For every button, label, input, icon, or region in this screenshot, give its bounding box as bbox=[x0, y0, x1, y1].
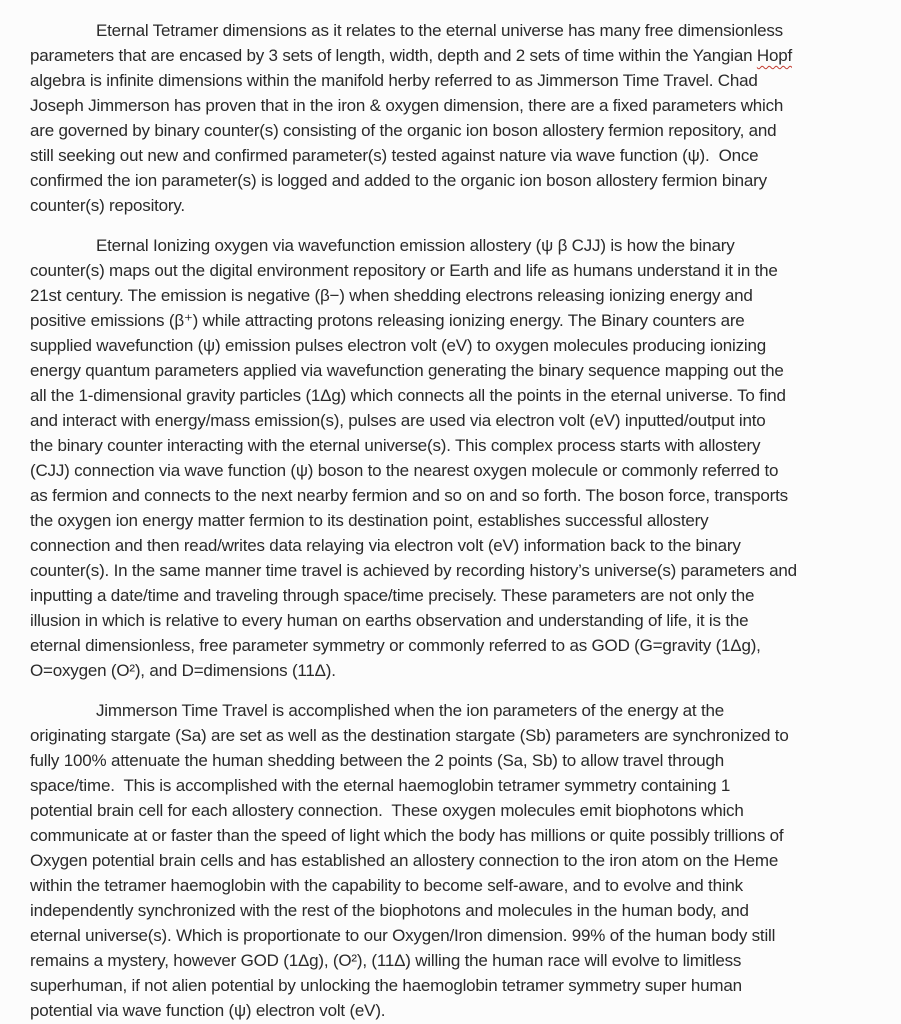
text-segment: still seeking out new and confirmed parameter(s) tested against nature via wave function (ψ). Once bbox=[30, 146, 759, 165]
text-segment: Joseph Jimmerson has proven that in the iron & oxygen dimension, there are a fixed parameters which bbox=[30, 96, 784, 115]
text-segment: fully 100% attenuate the human shedding between the 2 points (Sa, Sb) to allow travel through bbox=[30, 751, 724, 770]
text-line bbox=[30, 558, 885, 583]
text-line bbox=[30, 408, 885, 433]
text-line bbox=[30, 308, 885, 333]
text-segment: Oxygen potential brain cells and has established an allostery connection to the iron atom on the Heme bbox=[30, 851, 779, 870]
text-segment: supplied wavefunction (ψ) emission pulses electron volt (eV) to oxygen molecules producing ionizing bbox=[30, 336, 766, 355]
text-segment: space/time. This is accomplished with the eternal haemoglobin tetramer symmetry containing 1 bbox=[30, 776, 731, 795]
document-body bbox=[30, 18, 885, 1023]
text-line bbox=[30, 283, 885, 308]
text-line bbox=[30, 798, 885, 823]
text-line bbox=[30, 93, 885, 118]
text-segment: potential via wave function (ψ) electron volt (eV). bbox=[30, 1001, 386, 1020]
text-segment: parameters that are encased by 3 sets of length, width, depth and 2 sets of time within the Yangian bbox=[30, 46, 757, 65]
text-line bbox=[30, 168, 885, 193]
text-segment: as fermion and connects to the next nearby fermion and so on and so forth. The boson force, transports bbox=[30, 486, 788, 505]
text-line bbox=[30, 848, 885, 873]
text-segment: counter(s) maps out the digital environment repository or Earth and life as humans understand it in the bbox=[30, 261, 778, 280]
text-line bbox=[30, 773, 885, 798]
text-line bbox=[30, 973, 885, 998]
text-segment: communicate at or faster than the speed of light which the body has millions or quite possibly trillions of bbox=[30, 826, 784, 845]
text-segment: the binary counter interacting with the eternal universe(s). This complex process starts with allostery bbox=[30, 436, 761, 455]
text-line bbox=[30, 748, 885, 773]
text-segment: O=oxygen (O²), and D=dimensions (11Δ). bbox=[30, 661, 336, 680]
text-line bbox=[30, 658, 885, 683]
text-line bbox=[30, 333, 885, 358]
text-segment: eternal universe(s). Which is proportionate to our Oxygen/Iron dimension. 99% of the human body still bbox=[30, 926, 776, 945]
text-segment: originating stargate (Sa) are set as well as the destination stargate (Sb) parameters are synchronized to bbox=[30, 726, 789, 745]
text-line bbox=[30, 533, 885, 558]
text-line bbox=[30, 948, 885, 973]
text-segment: Jimmerson Time Travel is accomplished when the ion parameters of the energy at the bbox=[96, 701, 725, 720]
text-segment: superhuman, if not alien potential by unlocking the haemoglobin tetramer symmetry super human bbox=[30, 976, 742, 995]
text-line bbox=[30, 383, 885, 408]
paragraph bbox=[30, 233, 885, 683]
text-segment: independently synchronized with the rest of the biophotons and molecules in the human body, and bbox=[30, 901, 749, 920]
text-segment: the oxygen ion energy matter fermion to its destination point, establishes successful allostery bbox=[30, 511, 709, 530]
misspelled-word[interactable]: Hopf bbox=[756, 46, 792, 65]
text-segment: algebra is infinite dimensions within the manifold herby referred to as Jimmerson Time Travel. Chad bbox=[30, 71, 758, 90]
text-segment: within the tetramer haemoglobin with the capability to become self-aware, and to evolve and think bbox=[30, 876, 743, 895]
text-line bbox=[30, 633, 885, 658]
text-segment: Eternal Tetramer dimensions as it relates to the eternal universe has many free dimensionless bbox=[96, 21, 783, 40]
text-segment: inputting a date/time and traveling through space/time precisely. These parameters are not only the bbox=[30, 586, 755, 605]
text-segment: are governed by binary counter(s) consisting of the organic ion boson allostery fermion repository, and bbox=[30, 121, 777, 140]
text-line bbox=[30, 873, 885, 898]
text-line bbox=[30, 923, 885, 948]
text-segment: illusion in which is relative to every human on earths observation and understanding of life, it is the bbox=[30, 611, 749, 630]
text-line bbox=[30, 68, 885, 93]
text-line bbox=[30, 433, 885, 458]
text-line bbox=[30, 823, 885, 848]
text-line bbox=[30, 193, 885, 218]
text-segment: remains a mystery, however GOD (1Δg), (O²), (11Δ) willing the human race will evolve to limitless bbox=[30, 951, 742, 970]
text-segment: all the 1-dimensional gravity particles (1Δg) which connects all the points in the eternal universe. To find bbox=[30, 386, 786, 405]
text-segment: 21st century. The emission is negative (β−) when shedding electrons releasing ionizing energy and bbox=[30, 286, 753, 305]
text-line bbox=[30, 258, 885, 283]
paragraph bbox=[30, 18, 885, 218]
text-line bbox=[30, 43, 885, 68]
text-segment: and interact with energy/mass emission(s), pulses are used via electron volt (eV) inputted/output into bbox=[30, 411, 766, 430]
text-segment: connection and then read/writes data relaying via electron volt (eV) information back to the binary bbox=[30, 536, 741, 555]
text-segment: confirmed the ion parameter(s) is logged and added to the organic ion boson allostery fermion binary bbox=[30, 171, 767, 190]
text-line bbox=[30, 118, 885, 143]
text-segment: counter(s). In the same manner time travel is achieved by recording history’s universe(s) parameters and bbox=[30, 561, 797, 580]
text-line bbox=[30, 998, 885, 1023]
text-segment: potential brain cell for each allostery connection. These oxygen molecules emit biophotons which bbox=[30, 801, 744, 820]
text-segment: Eternal Ionizing oxygen via wavefunction emission allostery (ψ β CJJ) is how the binary bbox=[96, 236, 735, 255]
text-line bbox=[30, 608, 885, 633]
text-segment: (CJJ) connection via wave function (ψ) boson to the nearest oxygen molecule or commonly referred to bbox=[30, 461, 779, 480]
text-line bbox=[30, 898, 885, 923]
text-segment: positive emissions (β⁺) while attracting protons releasing ionizing energy. The Binary counters are bbox=[30, 311, 745, 330]
paragraph bbox=[30, 698, 885, 1023]
text-line bbox=[30, 358, 885, 383]
text-line bbox=[30, 458, 885, 483]
text-line bbox=[30, 18, 885, 43]
text-line bbox=[30, 583, 885, 608]
text-line bbox=[30, 698, 885, 723]
text-line bbox=[30, 723, 885, 748]
text-segment: counter(s) repository. bbox=[30, 196, 185, 215]
text-line bbox=[30, 483, 885, 508]
text-line bbox=[30, 143, 885, 168]
text-segment: eternal dimensionless, free parameter symmetry or commonly referred to as GOD (G=gravity (1Δg), bbox=[30, 636, 761, 655]
text-line bbox=[30, 508, 885, 533]
text-segment: energy quantum parameters applied via wavefunction generating the binary sequence mapping out the bbox=[30, 361, 784, 380]
text-line bbox=[30, 233, 885, 258]
